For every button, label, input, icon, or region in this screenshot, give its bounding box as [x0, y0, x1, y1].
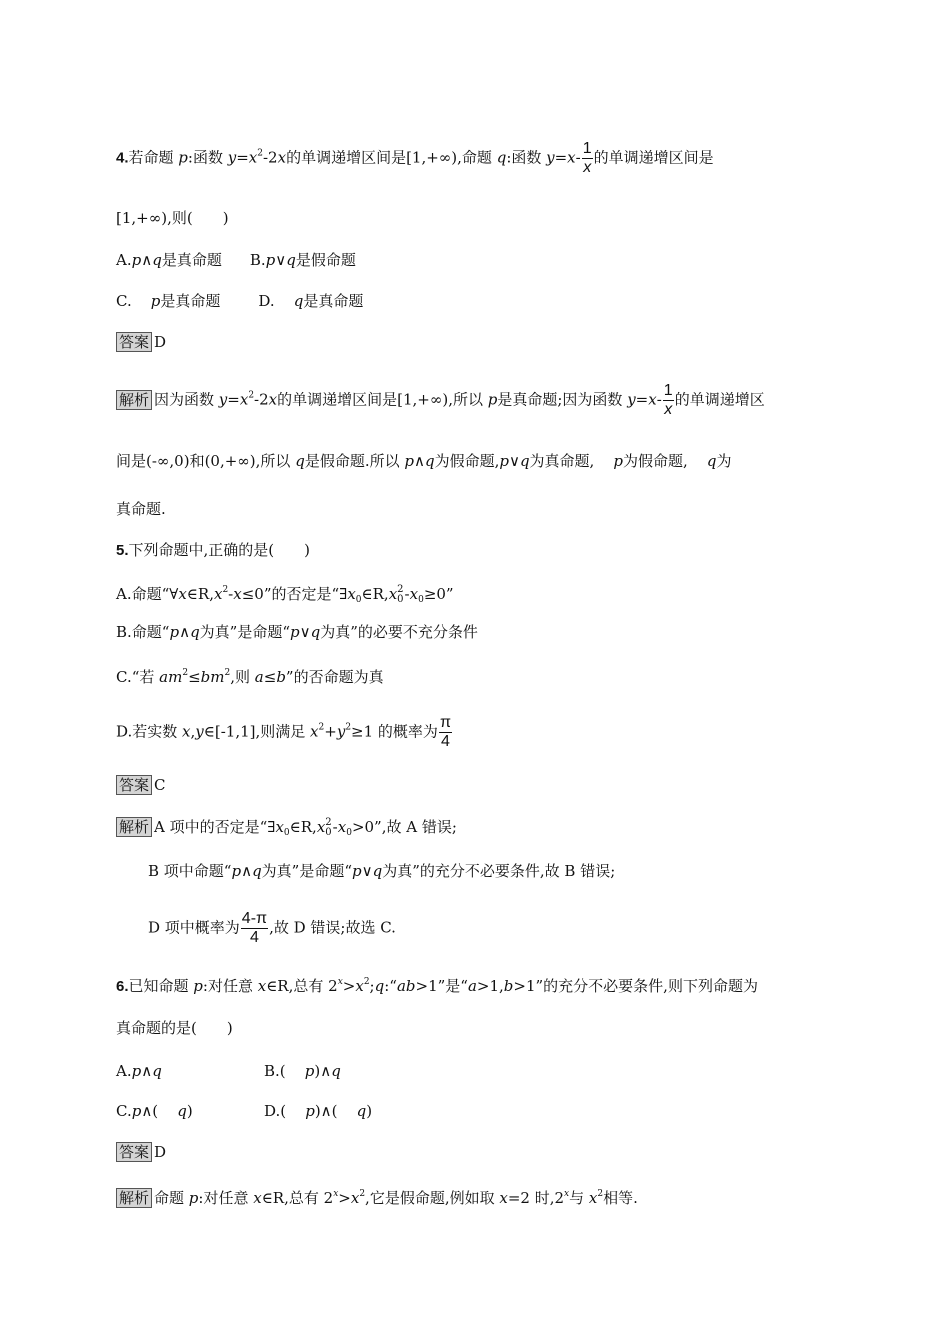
answer-tag: 答案 [116, 1142, 152, 1162]
q4-option-d: D. q是真命题 [258, 292, 364, 310]
answer-tag: 答案 [116, 332, 152, 352]
q4-explain-line3: 真命题. [116, 500, 166, 518]
q6-option-c: C.p∧( q) [116, 1102, 193, 1120]
q6-stem-line1: 6.已知命题 p:对任意 x∈R,总有 $2^x>x^2;q:“ab>1$”是“a>1,b>1”的充分不必要条件,则下列命题为 [116, 977, 758, 995]
q6-options-ab [116, 1061, 341, 1081]
question-number: 5. [116, 542, 129, 559]
q4-stem-line2: [1,+∞),则( ) [116, 209, 229, 227]
q4-answer [116, 332, 166, 352]
q4-answer-value: D [154, 333, 167, 351]
fraction-1-over-x: $\frac{1}{x}$ [663, 382, 673, 418]
q4-stem-line1: 4.若命题 p:函数 $y=x^2-2x$的单调递增区间是[1,+∞),命题 q:函数 y=x- $\frac{1}{x}$ 的单调递增区间是 [116, 140, 714, 176]
q5-option-d: D.若实数 x,y∈[-1,1],则满足 $x^2+y^2\ge 1$ 的概率为 $\frac{\pi}{4}$ [116, 714, 451, 750]
q4-option-a: A.p∧q是真命题 [116, 251, 222, 269]
fraction-1-over-x: $\frac{1}{x}$ [582, 140, 592, 176]
q5-option-a: A.命题“$\forall x\in R,x^2-x\le 0$”的否定是“$\exists x_0\in R,x$ 2 0 $-x_0\ge 0$” [116, 584, 454, 605]
q5-option-b: B.命题“p∧q为真”是命题“p∨q为真”的必要不充分条件 [116, 623, 478, 641]
explain-tag: 解析 [116, 1188, 152, 1208]
q5-answer [116, 775, 166, 795]
explain-tag: 解析 [116, 817, 152, 837]
q6-option-d: D.( p)∧( q) [264, 1102, 373, 1120]
q4-option-b: B.p∨q是假命题 [249, 251, 356, 269]
explain-tag: 解析 [116, 390, 152, 410]
q5-stem: 5.下列命题中,正确的是( ) [116, 541, 310, 559]
q4-options-cd [116, 291, 363, 311]
question-number: 6. [116, 978, 129, 995]
q6-options-cd [116, 1101, 372, 1121]
q5-explain-line3: D 项中概率为 $\frac{4-\pi}{4}$ ,故 D 错误;故选 C. [148, 910, 396, 946]
q6-answer [116, 1142, 166, 1162]
q4-explain-line1: 解析 因为函数 $y=x^2-2x$的单调递增区间是[1,+∞),所以 p是真命题;因为函数 y=x- $\frac{1}{x}$ 的单调递增区 [116, 382, 765, 419]
q5-explain-line2: B 项中命题“p∧q为真”是命题“p∨q为真”的充分不必要条件,故 B 错误; [148, 862, 616, 880]
fraction-pi-over-4: $\frac{\pi}{4}$ [439, 714, 451, 750]
q4-option-c: C. p是真命题 [116, 292, 221, 310]
q5-option-c: C.“若 $am^2\le bm^2$,则 a≤b”的否命题为真 [116, 668, 384, 686]
question-number: 4. [116, 149, 129, 167]
q5-explain-line1: 解析 A 项中的否定是“$\exists x_0\in R,x$ 2 0 $-x_0>0$”,故 A 错误; [116, 817, 457, 843]
q6-answer-value: D [154, 1143, 167, 1161]
q6-explain-line1: 解析 命题 p:对任意 x∈R,总有 $2^x>x^2$,它是假命题,例如取 x=2 时,2$^x$与 $x^2$相等. [116, 1184, 638, 1208]
answer-tag: 答案 [116, 775, 152, 795]
q6-option-b: B.( p)∧q [264, 1062, 341, 1080]
q6-option-a: A.p∧q [116, 1062, 162, 1080]
q4-explain-line2: 间是(-∞,0)和(0,+∞),所以 q是假命题.所以 p∧q为假命题,p∨q为真命题, p为假命题, q为 [116, 452, 732, 470]
q5-answer-value: C [154, 776, 166, 794]
fraction-4-minus-pi-over-4: $\frac{4-\pi}{4}$ [241, 910, 268, 946]
q4-options-ab [116, 250, 356, 270]
q6-stem-line2: 真命题的是( ) [116, 1019, 233, 1037]
